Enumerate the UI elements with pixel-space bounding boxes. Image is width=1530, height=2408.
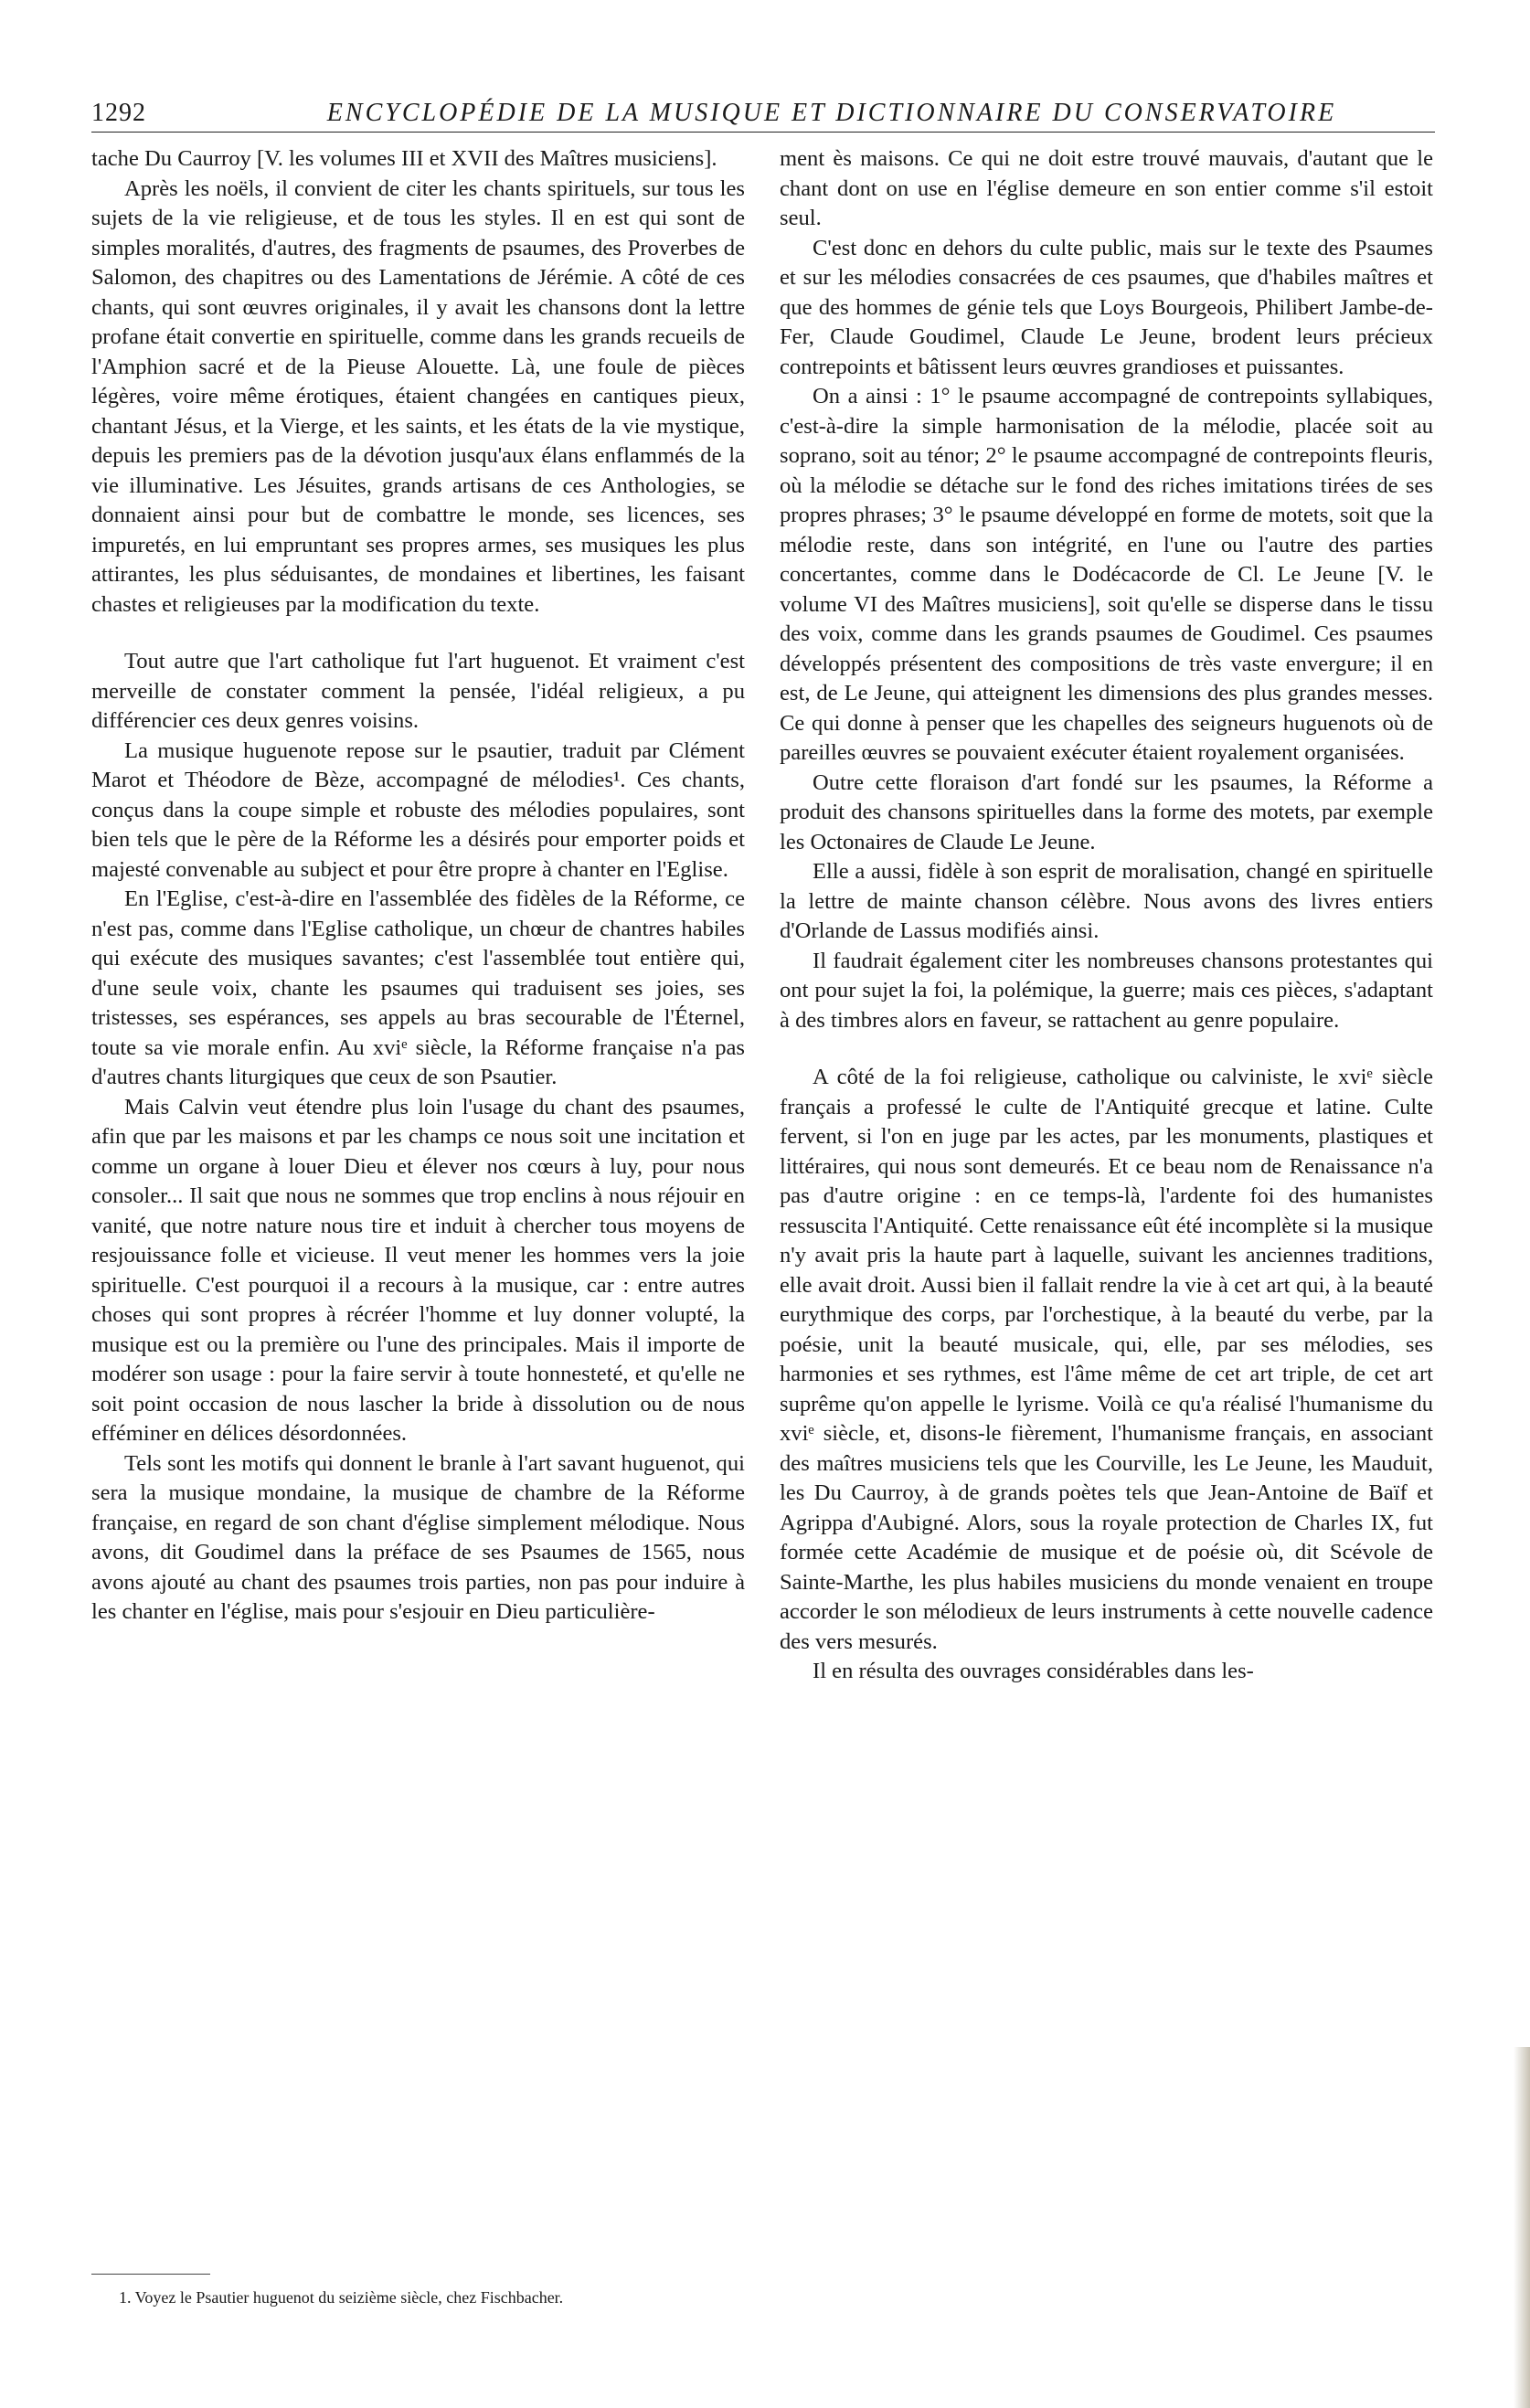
footnote-rule (91, 2274, 210, 2275)
paragraph: Mais Calvin veut étendre plus loin l'usage du chant des psaumes, afin que par les maisons et par les champs ce nous soit une incitation et comme un organe à louer Dieu et élever nos cœurs à luy, pour nous consoler... Il sait que nous ne sommes que trop enclins à nous réjouir en vanité, que notre nature nous tire et induit à chercher tous moyens de resjouissance folle et vicieuse. Il veut mener les hommes vers la joie spirituelle. C'est pourquoi il a recours à la musique, car : entre autres choses qui sont propres à récréer l'homme et luy donner volupté, la musique est ou la première ou l'une des principales. Mais il importe de modérer son usage : pour la faire servir à toute honnesteté, et qu'elle ne soit point occasion de nous lascher la bride à dissolution ou de nous efféminer en délices désordonnées. (91, 1094, 745, 1446)
paragraph: Elle a aussi, fidèle à son esprit de moralisation, changé en spirituelle la lettre de mainte chanson célèbre. Nous avons des livres entiers d'Orlande de Lassus modifiés ainsi. (780, 859, 1433, 943)
paragraph: Tels sont les motifs qui donnent le branle à l'art savant huguenot, qui sera la musique mondaine, la musique de chambre de la Réforme française, en regard de son chant d'église simplement mélodique. Nous avons, dit Goudimel dans la préface de ses Psaumes de 1565, nous avons ajouté au chant des psaumes trois parties, non pas pour induire à les chanter en l'église, mais pour s'esjouir en Dieu particulière- (91, 1450, 745, 1624)
footnote: 1. Voyez le Psautier huguenot du seizième siècle, chez Fischbacher. (119, 2288, 564, 2307)
running-title: ENCYCLOPÉDIE DE LA MUSIQUE ET DICTIONNAIRE DU CONSERVATOIRE (326, 99, 1337, 127)
paragraph: Tout autre que l'art catholique fut l'art huguenot. Et vraiment c'est merveille de constater comment la pensée, l'idéal religieux, a pu différencier ces deux genres voisins. (91, 649, 745, 733)
paragraph: A côté de la foi religieuse, catholique ou calviniste, le xviᵉ siècle français a professé le culte de l'Antiquité grecque et latine. Culte fervent, si l'on en juge par les actes, par les monuments, plastiques et littéraires, qui nous sont demeurés. Et ce beau nom de Renaissance n'a pas d'autre origine : en ce temps-là, l'ardente foi des humanistes ressuscita l'Antiquité. Cette renaissance eût été incomplète si la musique n'y avait pris la haute part à laquelle, suivant les anciennes traditions, elle avait droit. Aussi bien il fallait rendre la vie à cet art qui, à la beauté eurythmique des corps, par l'orchestique, à la beauté du verbe, par la poésie, unit la beauté musicale, qui, elle, par ses mélodies, ses harmonies et ses rythmes, est l'âme même de cet art triple, de cet art suprême qu'on appelle le lyrisme. Voilà ce qu'a réalisé l'humanisme du xviᵉ siècle, et, disons-le fièrement, l'humanisme français, en associant des maîtres musiciens tels que les Courville, les Le Jeune, les Mauduit, les Du Caurroy, à de grands poètes tels que Jean-Antoine de Baïf et Agrippa d'Aubigné. Alors, sous la royale protection de Charles IX, fut formée cette Académie de musique et de poésie où, dit Scévole de Sainte-Marthe, les plus habiles musiciens du monde venaient en troupe accorder le son mélodieux de leurs instruments à cette nouvelle cadence des vers mesurés. (780, 1065, 1433, 1654)
paragraph: Outre cette floraison d'art fondé sur les psaumes, la Réforme a produit des chansons spirituelles dans la forme des motets, par exemple les Octonaires de Claude Le Jeune. (780, 769, 1433, 854)
page-edge-shadow (1514, 2047, 1530, 2408)
right-column (780, 144, 1433, 1687)
paragraph: La musique huguenote repose sur le psautier, traduit par Clément Marot et Théodore de Bèze, accompagné de mélodies¹. Ces chants, conçus dans la coupe simple et robuste des mélodies populaires, sont bien tels que le père de la Réforme les a désirés pour emporter poids et majesté convenable au subject et pour être propre à chanter en l'Eglise. (91, 737, 745, 882)
paragraph: On a ainsi : 1° le psaume accompagné de contrepoints syllabiques, c'est-à-dire la simple harmonisation de la mélodie, placée soit au soprano, soit au ténor; 2° le psaume accompagné de contrepoints fleuris, où la mélodie se détache sur le fond des riches imitations tirées de ses propres phrases; 3° le psaume développé en forme de motets, soit que la mélodie reste, dans son intégrité, en l'une ou l'autre des parties concertantes, comme dans le Dodécacorde de Cl. Le Jeune [V. le volume VI des Maîtres musiciens], soit qu'elle se disperse dans le tissu des voix, comme dans les grands psaumes de Goudimel. Ces psaumes développés présentent des compositions de très vaste envergure; il en est, de Le Jeune, qui atteignent les dimensions des plus grandes messes. Ce qui donne à penser que les chapelles des seigneurs huguenots où de pareilles œuvres se pouvaient exécuter étaient royalement organisées. (780, 384, 1433, 765)
paragraph: Il faudrait également citer les nombreuses chansons protestantes qui ont pour sujet la foi, la polémique, la guerre; mais ces pièces, s'adaptant à des timbres alors en faveur, se rattachent au genre populaire. (780, 948, 1433, 1033)
paragraph: Il en résulta des ouvrages considérables dans les- (813, 1659, 1254, 1683)
paragraph: ment ès maisons. Ce qui ne doit estre trouvé mauvais, d'autant que le chant dont on use en l'église demeure en son entier comme s'il estoit seul. (780, 146, 1433, 230)
paragraph: tache Du Caurroy [V. les volumes III et XVII des Maîtres musiciens]. (91, 146, 717, 171)
running-header (91, 95, 1435, 133)
page-number: 1292 (91, 99, 146, 127)
paragraph: En l'Eglise, c'est-à-dire en l'assemblée des fidèles de la Réforme, ce n'est pas, comme dans l'Eglise catholique, un chœur de chantres habiles qui exécute des musiques savantes; c'est l'assemblée tout entière qui, d'une seule voix, chante les psaumes qui traduisent ses joies, ses tristesses, ses espérances, ses appels au bras secourable de l'Éternel, toute sa vie morale enfin. Au xviᵉ siècle, la Réforme française n'a pas d'autres chants liturgiques que ceux de son Psautier. (91, 886, 745, 1089)
paragraph: Après les noëls, il convient de citer les chants spirituels, sur tous les sujets de la vie religieuse, et de tous les styles. Il en est qui sont de simples moralités, d'autres, des fragments de psaumes, des Proverbes de Salomon, des chapitres ou des Lamentations de Jérémie. A côté de ces chants, qui sont œuvres originales, il y avait les chansons dont la lettre profane était convertie en spirituelle, comme dans les grands recueils de l'Amphion sacré et de la Pieuse Alouette. Là, une foule de pièces légères, voire même érotiques, étaient changées en cantiques pieux, chantant Jésus, et la Vierge, et les saints, et les états de la vie mystique, depuis les premiers pas de la dévotion jusqu'aux élans enflammés de la vie illuminative. Les Jésuites, grands artisans de ces Anthologies, se donnaient ainsi pour but de combattre le monde, ses licences, ses impuretés, en lui empruntant ses propres armes, ses musiques les plus attirantes, les plus séduisantes, de mondaines et libertines, les faisant chastes et religieuses par la modification du texte. (91, 175, 745, 617)
left-column (91, 144, 745, 1628)
paragraph: C'est donc en dehors du culte public, mais sur le texte des Psaumes et sur les mélodies consacrées de ces psaumes, que d'habiles maîtres et que des hommes de génie tels que Loys Bourgeois, Philibert Jambe-de-Fer, Claude Goudimel, Claude Le Jeune, brodent leurs précieux contrepoints et bâtissent leurs œuvres grandioses et puissantes. (780, 235, 1433, 379)
